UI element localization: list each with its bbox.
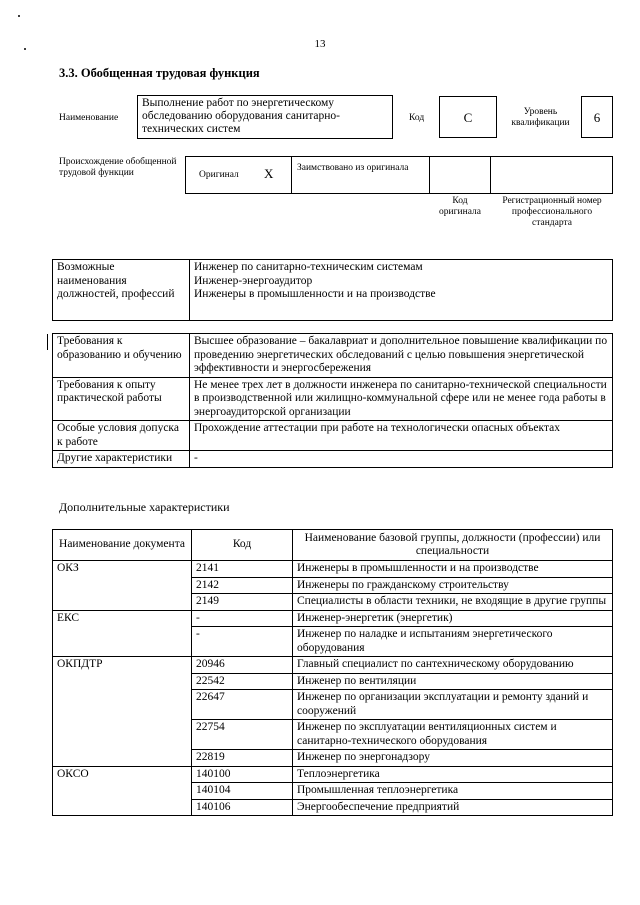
req-label: Требования к опыту практической работы [53, 377, 190, 421]
req-value: - [190, 451, 613, 468]
code-original-label: Код оригинала [439, 196, 481, 217]
page-number: 13 [314, 38, 326, 50]
req-value: Высшее образование – бакалавриат и дополнительное повышение квалификации по проведению энергетических обследований с целью повышения энергетической эффективности и энергосбережения [190, 334, 613, 378]
cell-doc: ОКЗ [53, 561, 192, 578]
cell-name: Теплоэнергетика [293, 766, 613, 783]
origin-label: Происхождение обобщенной трудовой функции [59, 157, 177, 178]
table-row [53, 783, 613, 800]
table-row [53, 673, 613, 690]
positions-label: Возможные наименования должностей, профессий [53, 260, 190, 321]
cell-name: Инженеры по гражданскому строительству [293, 577, 613, 594]
cell-code: - [192, 610, 293, 627]
borrowed-label: Заимствовано из оригинала [297, 163, 409, 173]
table-row [53, 766, 613, 783]
cell-doc [53, 783, 192, 800]
cell-name: Инженер-энергетик (энергетик) [293, 610, 613, 627]
cell-code: 2141 [192, 561, 293, 578]
header-code: Код [192, 530, 293, 561]
cell-name: Инженер по наладке и испытаниям энергетического оборудования [293, 627, 613, 657]
origin-box [185, 156, 613, 194]
position-item: Инженер по санитарно-техническим системам [194, 261, 423, 273]
cell-code: 140106 [192, 799, 293, 816]
positions-values [190, 260, 613, 321]
cell-name: Инженер по организации эксплуатации и ремонту зданий и сооружений [293, 690, 613, 720]
cell-doc: ЕКС [53, 610, 192, 627]
cell-name: Инженер по эксплуатации вентиляционных систем и санитарно-технического оборудования [293, 720, 613, 750]
req-value: Прохождение аттестации при работе на технологически опасных объектах [190, 421, 613, 451]
additional-title: Дополнительные характеристики [59, 500, 230, 514]
req-label: Другие характеристики [53, 451, 190, 468]
cell-doc [53, 577, 192, 594]
cell-doc [53, 720, 192, 750]
cell-doc [53, 799, 192, 816]
header-doc: Наименование документа [53, 530, 192, 561]
positions-table [52, 259, 613, 321]
cell-name: Инженеры в промышленности и на производстве [293, 561, 613, 578]
cell-doc [53, 673, 192, 690]
cell-doc [53, 690, 192, 720]
reg-number-label: Регистрационный номер профессионального стандарта [502, 196, 602, 228]
code-label: Код [409, 113, 425, 123]
name-value: Выполнение работ по энергетическому обследованию оборудования санитарно-технических систем [137, 95, 393, 139]
level-label: Уровень квалификации [511, 107, 570, 128]
cell-code: 2142 [192, 577, 293, 594]
cell-code: 20946 [192, 657, 293, 674]
table-row [53, 627, 613, 657]
requirements-table [52, 333, 613, 468]
cell-name: Инженер по энергонадзору [293, 750, 613, 767]
cell-code: 22819 [192, 750, 293, 767]
code-value: C [439, 96, 497, 138]
cell-doc: ОКПДТР [53, 657, 192, 674]
position-item: Инженеры в промышленности и на производстве [194, 288, 436, 300]
table-row [53, 720, 613, 750]
table-row [53, 799, 613, 816]
table-row [53, 750, 613, 767]
cell-name: Инженер по вентиляции [293, 673, 613, 690]
cell-doc [53, 594, 192, 611]
cell-code: 22754 [192, 720, 293, 750]
cell-name: Энергообеспечение предприятий [293, 799, 613, 816]
table-row [53, 561, 613, 578]
cell-name: Главный специалист по сантехническому оборудованию [293, 657, 613, 674]
cell-code: 140100 [192, 766, 293, 783]
cell-code: - [192, 627, 293, 657]
additional-table [52, 529, 613, 816]
section-title: 3.3. Обобщенная трудовая функция [59, 66, 260, 80]
header-name: Наименование базовой группы, должности (профессии) или специальности [293, 530, 613, 561]
original-label: Оригинал [199, 170, 239, 180]
table-row [53, 594, 613, 611]
cell-doc: ОКСО [53, 766, 192, 783]
table-row [53, 577, 613, 594]
cell-name: Специалисты в области техники, не входящие в другие группы [293, 594, 613, 611]
cell-code: 22647 [192, 690, 293, 720]
cell-code: 140104 [192, 783, 293, 800]
cell-doc [53, 750, 192, 767]
table-row [53, 657, 613, 674]
table-row [53, 610, 613, 627]
req-label: Требования к образованию и обучению [53, 334, 190, 378]
scan-dot [18, 15, 20, 17]
req-value: Не менее трех лет в должности инженера по санитарно-технической специальности в производственной или жилищно-коммунальной сфере или не менее года работы в энергоаудиторской организации [190, 377, 613, 421]
cell-name: Промышленная теплоэнергетика [293, 783, 613, 800]
cell-doc [53, 627, 192, 657]
position-item: Инженер-энергоаудитор [194, 274, 313, 287]
table-row [53, 690, 613, 720]
name-label: Наименование [59, 113, 119, 123]
cell-code: 2149 [192, 594, 293, 611]
req-label: Особые условия допуска к работе [53, 421, 190, 451]
level-value: 6 [581, 96, 613, 138]
original-mark: X [264, 166, 274, 181]
cell-code: 22542 [192, 673, 293, 690]
